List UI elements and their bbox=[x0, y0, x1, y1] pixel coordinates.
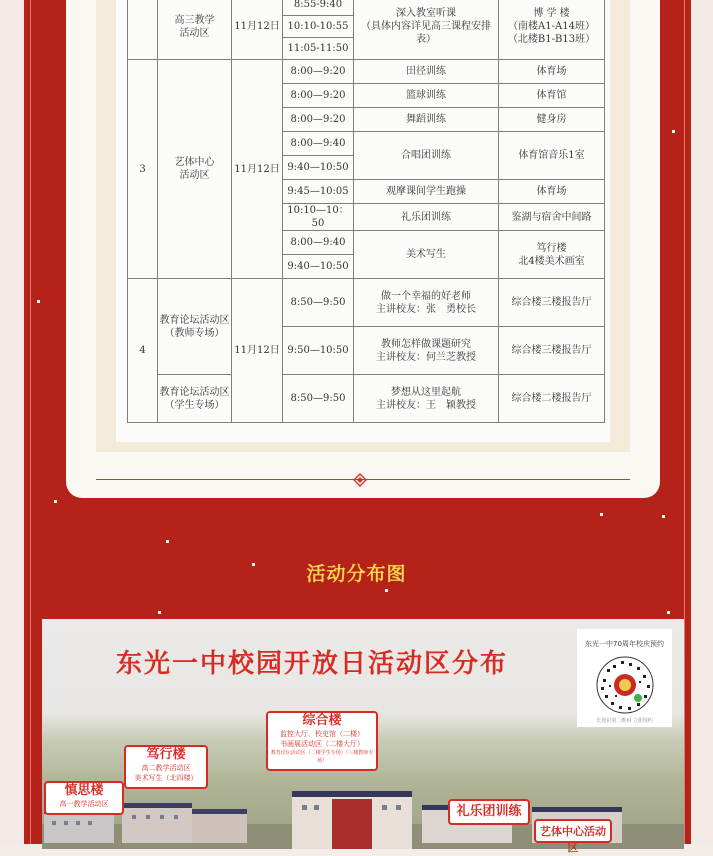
table-cell-place: 体育馆 bbox=[499, 84, 605, 108]
callout-zonghe-line: 教育论坛活动区（二楼学生专场）（三楼教师专场） bbox=[270, 750, 374, 764]
callout-yiti-center bbox=[534, 819, 612, 854]
callout-shensi-building bbox=[44, 781, 124, 815]
callout-zonghe-line: 书画展活动区（二楼大厅） bbox=[280, 740, 364, 748]
table-cell-time: 9:40—10:50 bbox=[283, 255, 354, 279]
qr-code-card[interactable] bbox=[577, 629, 672, 727]
callout-zonghe-line: 监控大厅、校史馆（二楼） bbox=[280, 730, 364, 738]
table-cell-activity: 做一个幸福的好老师 主讲校友：张 勇校长 bbox=[354, 279, 499, 327]
table-cell-time: 8:00—9:20 bbox=[283, 84, 354, 108]
table-cell-date: 11月12日 bbox=[232, 279, 283, 423]
sparkle-decoration bbox=[600, 513, 603, 516]
table-cell-time: 9:45—10:05 bbox=[283, 180, 354, 204]
callout-zonghe-building bbox=[266, 711, 378, 771]
table-cell-activity: 篮球训练 bbox=[354, 84, 499, 108]
table-cell-time: 8:50—9:50 bbox=[283, 375, 354, 423]
table-cell-place: 体育馆音乐1室 bbox=[499, 132, 605, 180]
table-row bbox=[128, 375, 605, 423]
sparkle-decoration bbox=[158, 611, 161, 614]
table-cell-time: 8:00—9:20 bbox=[283, 60, 354, 84]
table-cell-area: 教育论坛活动区 （教师专场） bbox=[158, 279, 232, 375]
sparkle-decoration bbox=[672, 130, 675, 133]
callout-liyue-title: 礼乐团训练 bbox=[456, 804, 522, 819]
callout-zonghe-title: 综合楼 bbox=[302, 713, 342, 728]
table-cell-activity: 田径训练 bbox=[354, 60, 499, 84]
campus-map-image bbox=[42, 619, 684, 854]
table-cell-area: 高三教学 活动区 bbox=[158, 0, 232, 60]
table-cell-activity: 合唱团训练 bbox=[354, 132, 499, 180]
table-cell-time: 8:00—9:40 bbox=[283, 132, 354, 156]
sparkle-decoration bbox=[166, 540, 169, 543]
table-row bbox=[128, 60, 605, 84]
qr-subtext: 长按识别二维码 立即预约 bbox=[596, 718, 653, 724]
table-cell-activity: 深入教室听课 （具体内容详见高三课程安排表） bbox=[354, 0, 499, 60]
section-title: 活动分布图 bbox=[306, 563, 407, 585]
table-cell-place: 综合楼三楼报告厅 bbox=[499, 279, 605, 327]
callout-yiti-title: 艺体中心活动区 bbox=[540, 825, 606, 854]
table-cell-place: 综合楼二楼报告厅 bbox=[499, 375, 605, 423]
table-cell-time: 9:50—10:50 bbox=[283, 327, 354, 375]
table-cell-place: 体育场 bbox=[499, 60, 605, 84]
callout-liyue-training bbox=[448, 799, 530, 825]
table-cell-time: 10:10—10：50 bbox=[283, 204, 354, 231]
table-cell-num: 4 bbox=[128, 279, 158, 423]
callout-duxing-line: 高二教学活动区 bbox=[141, 764, 191, 772]
sparkle-decoration bbox=[667, 611, 670, 614]
table-cell-place: 笃行楼 北4楼美术画室 bbox=[499, 231, 605, 279]
qr-code-icon bbox=[595, 655, 655, 715]
callout-duxing-title: 笃行楼 bbox=[146, 747, 186, 762]
sparkle-decoration bbox=[37, 300, 40, 303]
sparkle-decoration bbox=[385, 589, 388, 592]
table-cell-area: 教育论坛活动区 （学生专场） bbox=[158, 375, 232, 423]
table-cell-activity: 教师怎样做课题研究 主讲校友：何兰芝教授 bbox=[354, 327, 499, 375]
table-cell-activity: 舞蹈训练 bbox=[354, 108, 499, 132]
table-cell-num bbox=[128, 0, 158, 60]
table-cell-area: 艺体中心 活动区 bbox=[158, 60, 232, 279]
table-cell-place: 综合楼三楼报告厅 bbox=[499, 327, 605, 375]
table-cell-activity: 礼乐团训练 bbox=[354, 204, 499, 231]
diamond-ornament-icon bbox=[353, 473, 367, 487]
table-row bbox=[128, 0, 605, 16]
callout-duxing-line: 美术写生（北四楼） bbox=[134, 774, 198, 782]
map-title: 东光一中校园开放日活动区分布 bbox=[116, 649, 509, 679]
table-cell-activity: 观摩课间学生跑操 bbox=[354, 180, 499, 204]
table-cell-place: 体育场 bbox=[499, 180, 605, 204]
table-cell-time: 8:00—9:40 bbox=[283, 231, 354, 255]
table-cell-date: 11月12日 bbox=[232, 60, 283, 279]
table-cell-place: 健身房 bbox=[499, 108, 605, 132]
table-cell-time: 8:55-9:40 bbox=[283, 0, 354, 16]
table-cell-place: 博 学 楼 （南楼A1-A14班） （北楼B1-B13班） bbox=[499, 0, 605, 60]
table-cell-place: 鉴湖与宿舍中间路 bbox=[499, 204, 605, 231]
qr-caption: 东光一中70周年校庆预约 bbox=[585, 640, 664, 648]
table-cell-time: 9:40—10:50 bbox=[283, 156, 354, 180]
table-cell-date: 11月12日 bbox=[232, 0, 283, 60]
sparkle-decoration bbox=[662, 515, 665, 518]
table-cell-time: 11:05-11:50 bbox=[283, 38, 354, 60]
sparkle-decoration bbox=[54, 500, 57, 503]
schedule-table bbox=[127, 0, 605, 423]
table-row bbox=[128, 279, 605, 327]
table-cell-activity: 美术写生 bbox=[354, 231, 499, 279]
callout-duxing-building bbox=[124, 745, 208, 789]
table-cell-num: 3 bbox=[128, 60, 158, 279]
table-cell-time: 8:00—9:20 bbox=[283, 108, 354, 132]
table-cell-time: 10:10-10:55 bbox=[283, 16, 354, 38]
callout-shensi-title: 慎思楼 bbox=[64, 783, 104, 798]
table-cell-time: 8:50—9:50 bbox=[283, 279, 354, 327]
callout-shensi-line: 高一教学活动区 bbox=[59, 800, 109, 808]
table-cell-activity: 梦想从这里起航 主讲校友：王 颖教授 bbox=[354, 375, 499, 423]
